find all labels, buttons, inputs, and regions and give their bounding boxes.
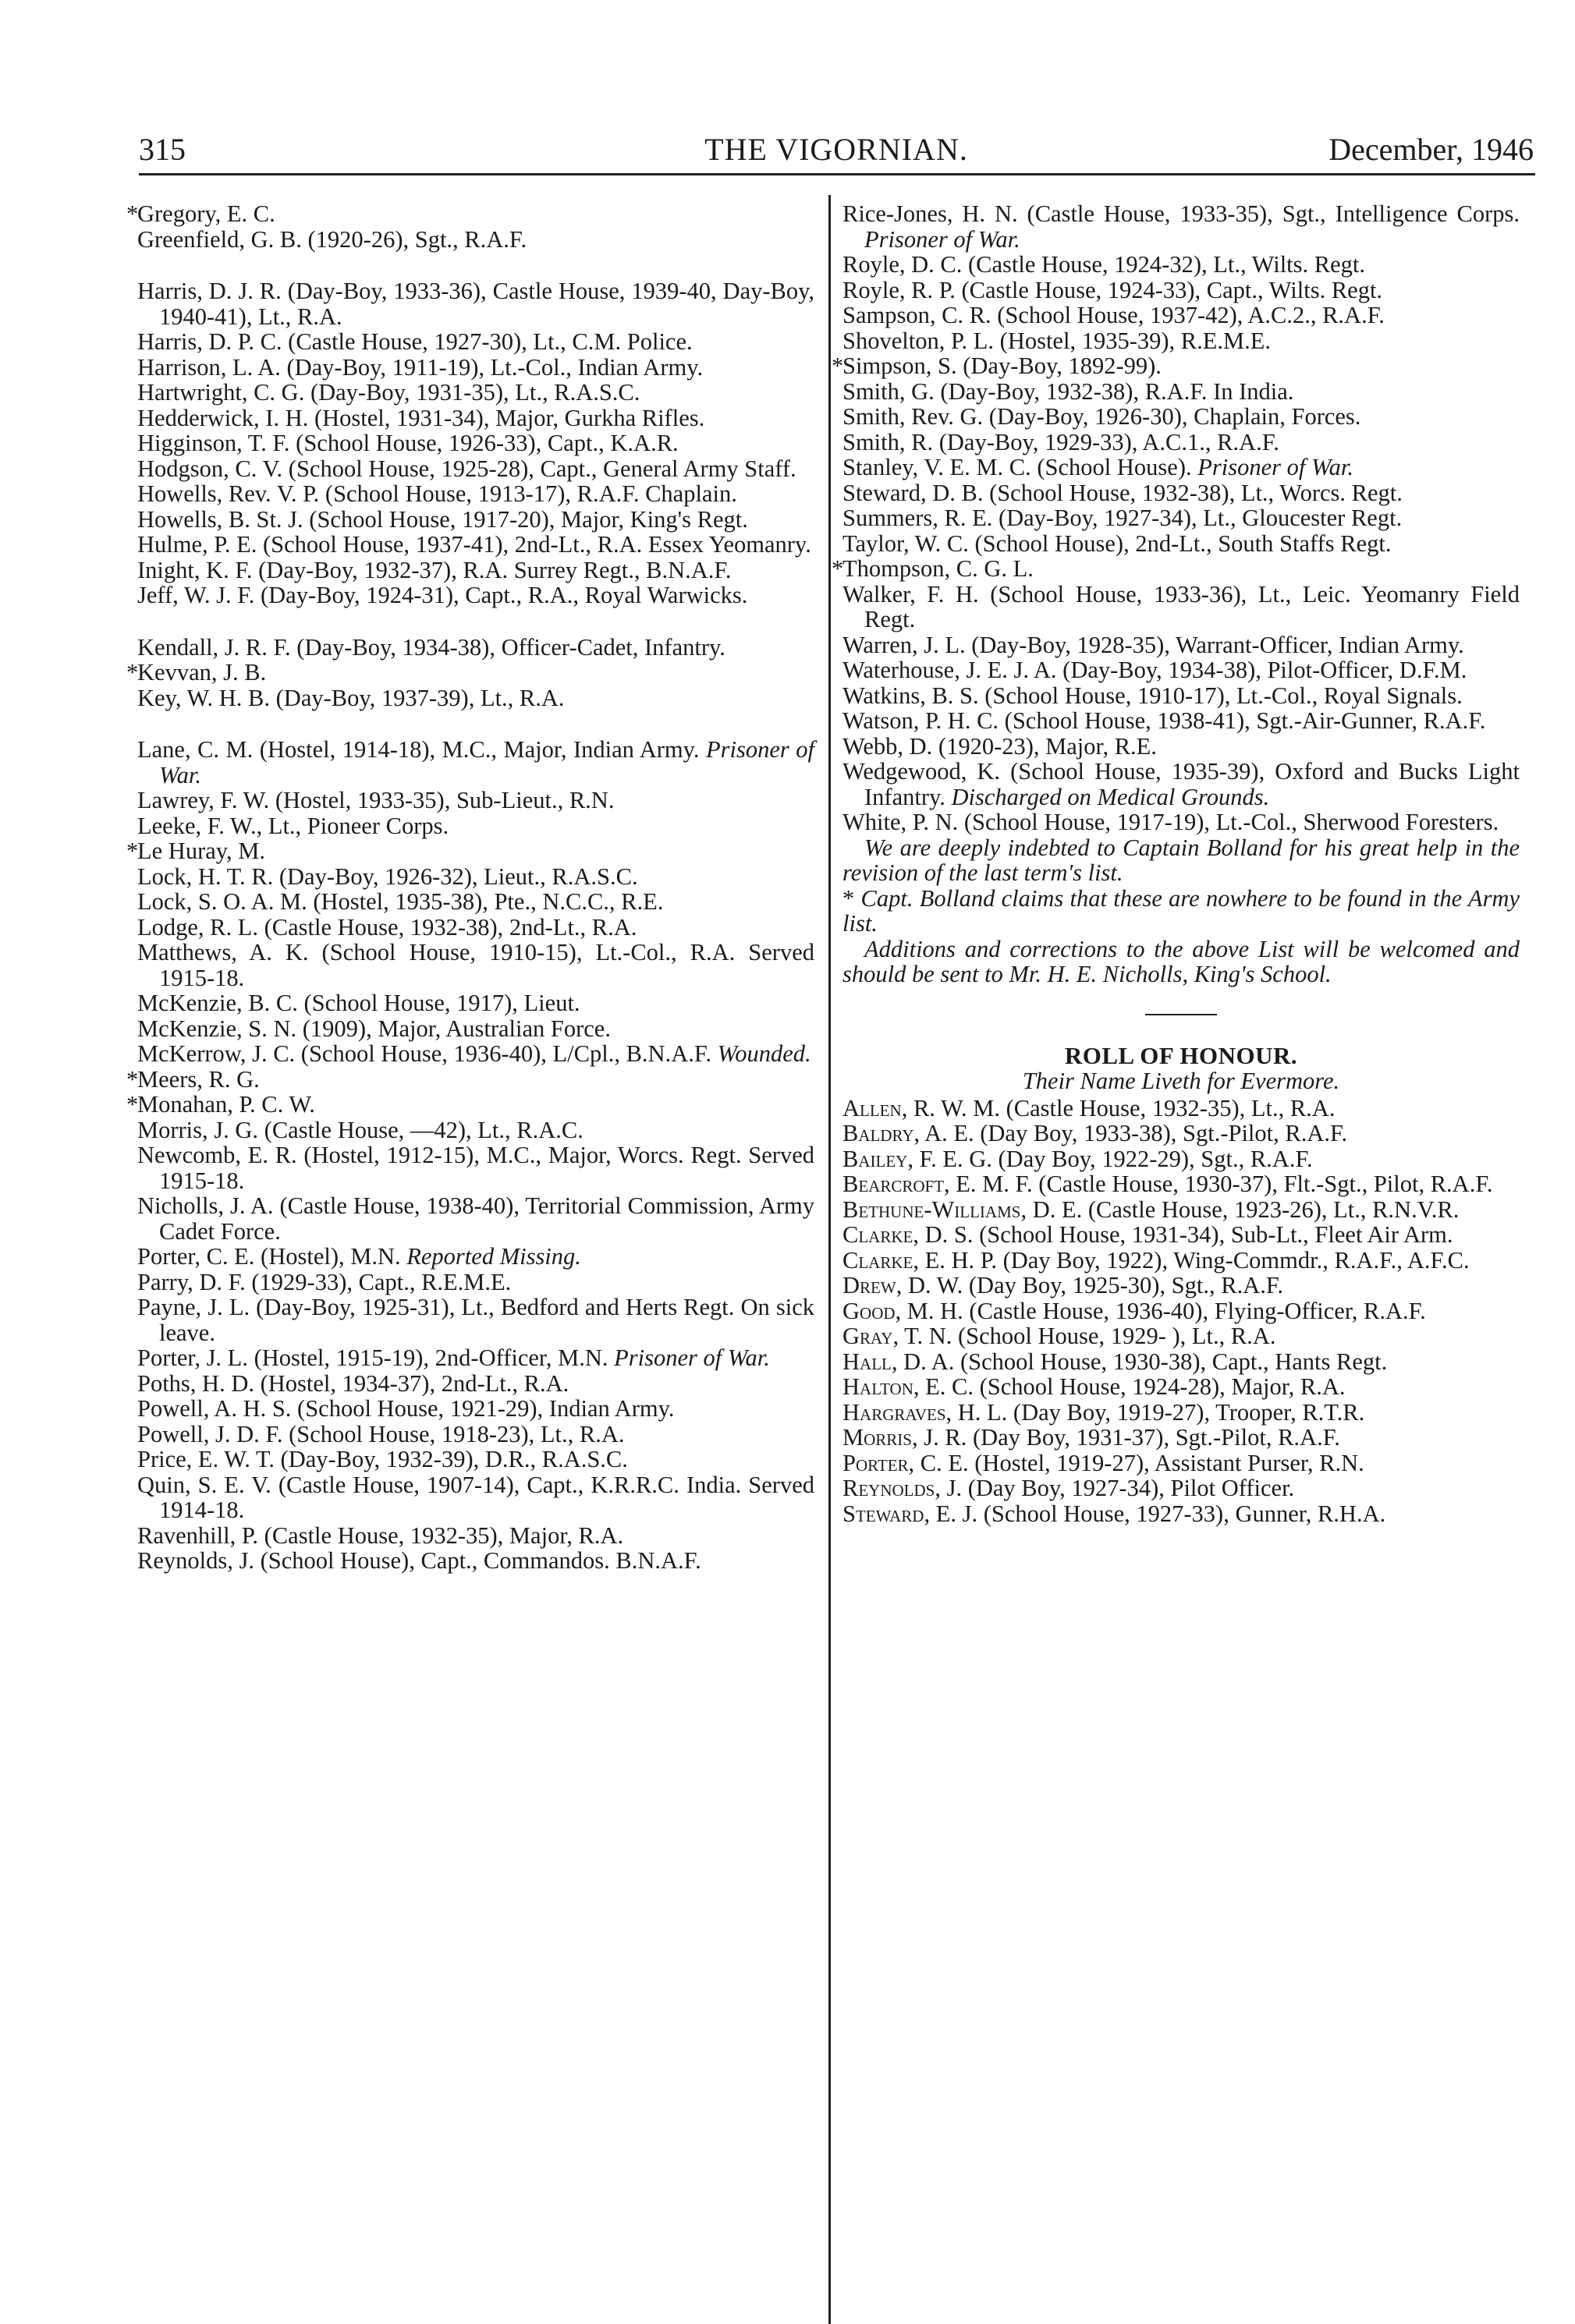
entry-text: Royle, D. C. (Castle House, 1924-32), Lt., Wilts. Regt. [842,251,1366,278]
roster-entry [842,759,1520,810]
entry-text: Thompson, C. G. L. [842,555,1034,582]
entry-text: Howells, Rev. V. P. (School House, 1913-17), R.A.F. Chaplain. [137,480,737,507]
entry-text: Newcomb, E. R. (Hostel, 1912-15), M.C., Major, Worcs. Regt. Served 1915-18. [137,1142,814,1194]
honour-details: , M. H. (Castle House, 1936-40), Flying-Officer, R.A.F. [895,1297,1426,1324]
honour-surname: Hall [842,1348,892,1375]
entry-text: Shovelton, P. L. (Hostel, 1935-39), R.E.M.E. [842,327,1271,354]
honour-entry [842,1476,1520,1501]
roster-entry [137,1396,814,1422]
roster-entry [137,686,814,711]
roster-entry [137,660,814,686]
header-rule [139,173,1535,175]
honour-surname: Steward [842,1500,924,1527]
entry-text: Smith, Rev. G. (Day-Boy, 1926-30), Chaplain, Forces. [842,403,1361,430]
entry-text: Inight, K. F. (Day-Boy, 1932-37), R.A. Surrey Regt., B.N.A.F. [137,556,732,583]
roster-entry [137,481,814,507]
roll-of-honour-subtitle: Their Name Liveth for Evermore. [1022,1068,1340,1094]
notes [842,835,1520,987]
entry-text: Lawrey, F. W. (Hostel, 1933-35), Sub-Lieut., R.N. [137,787,615,813]
honour-details: , T. N. (School House, 1929- ), Lt., R.A. [892,1323,1276,1349]
honour-surname: Clarke [842,1221,913,1248]
editorial-note [842,886,1520,937]
honour-surname: Bailey [842,1145,908,1172]
entry-text: Simpson, S. (Day-Boy, 1892-99). [842,352,1162,379]
roster-entry [137,838,814,864]
entry-text: Lodge, R. L. (Castle House, 1932-38), 2nd-Lt., R.A. [137,913,637,941]
entry-text: Rice-Jones, H. N. (Castle House, 1933-35), Sgt., Intelligence Corps. [842,200,1520,227]
honour-details: , E. M. F. (Castle House, 1930-37), Flt.-Sgt., Pilot, R.A.F. [944,1171,1493,1197]
roster-entry [137,1143,814,1193]
entry-text: Lock, S. O. A. M. (Hostel, 1935-38), Pte., N.C.C., R.E. [137,888,664,915]
honour-entry [842,1171,1520,1197]
column-divider [828,195,831,2324]
entry-text: Kevvan, J. B. [137,659,267,686]
roster-entry [137,1244,814,1270]
entry-text: McKerrow, J. C. (School House, 1936-40), L/Cpl., B.N.A.F. [137,1040,712,1067]
entry-text: Howells, B. St. J. (School House, 1917-20), Major, King's Regt. [137,505,748,533]
roster-entry [842,582,1520,632]
entry-status: Discharged on Medical Grounds. [951,783,1270,810]
entry-text: Sampson, C. R. (School House, 1937-42), A.C.2., R.A.F. [842,302,1385,328]
roster-entry [842,328,1520,354]
entry-text: Walker, F. H. (School House, 1933-36), Lt., Leic. Yeomanry Field Regt. [842,580,1520,632]
roster-entry [842,430,1520,455]
note-text: Additions and corrections to the above List will be welcomed and should be sent to Mr. H. E. Nicholls, King's School. [842,935,1520,987]
roster-entry [137,990,814,1016]
honour-surname: Allen [842,1094,902,1121]
entry-text: Steward, D. B. (School House, 1932-38), Lt., Worcs. Regt. [842,479,1403,506]
entry-text: Watson, P. H. C. (School House, 1938-41), Sgt.-Air-Gunner, R.A.F. [842,707,1486,734]
entry-text: Meers, R. G. [137,1065,260,1093]
honour-details: , E. H. P. (Day Boy, 1922), Wing-Commdr., R.A.F., A.F.C. [913,1246,1470,1274]
roster-entry [137,940,814,990]
editorial-note [842,835,1520,886]
honour-details: , D. E. (Castle House, 1923-26), Lt., R.N.V.R. [1020,1196,1460,1223]
roster-entry [842,556,1520,582]
section-gap [137,608,814,635]
honour-entry [842,1096,1520,1121]
note-text: Capt. Bolland claims that these are nowhere to be found in the Army list. [842,884,1520,937]
roster-entry [137,278,814,329]
roster-entry [842,379,1520,405]
roster-entry [137,788,814,813]
roster-entry [137,813,814,839]
roster-entry [137,1118,814,1143]
roster-entry [842,252,1520,278]
honour-details: , C. E. (Hostel, 1919-27), Assistant Purser, R.N. [908,1449,1364,1476]
entry-text: Hedderwick, I. H. (Hostel, 1931-34), Major, Gurkha Rifles. [137,404,705,431]
entry-text: Warren, J. L. (Day-Boy, 1928-35), Warrant-Officer, Indian Army. [842,631,1464,658]
honour-surname: Clarke [842,1246,913,1274]
entry-text: Smith, G. (Day-Boy, 1932-38), R.A.F. In India. [842,377,1294,405]
roster-entry [137,1447,814,1472]
honour-surname: Halton [842,1373,913,1400]
honour-details: , R. W. M. (Castle House, 1932-35), Lt., R.A. [901,1094,1336,1121]
entry-status: Prisoner of War. [1197,454,1353,480]
roster-entry [137,737,814,788]
roster-entry [137,1092,814,1118]
entry-status: Prisoner of War. [159,736,814,788]
roster-entry [137,889,814,915]
entry-text: Hulme, P. E. (School House, 1937-41), 2nd-Lt., R.A. Essex Yeomanry. [137,531,811,558]
roster-entry [137,864,814,890]
roster-entry [842,531,1520,557]
roster-entry [137,1345,814,1371]
roster-entry [137,201,814,227]
honour-details: , E. C. (School House, 1924-28), Major, R.A. [913,1373,1346,1400]
roster-entry [137,227,814,253]
roster-entry [137,355,814,381]
entry-status: Prisoner of War. [614,1344,770,1371]
honour-entry [842,1400,1520,1426]
roster-entry [842,353,1520,379]
roster-entry [842,657,1520,683]
section-gap [137,252,814,278]
entry-status: Wounded. [717,1040,811,1067]
roster-entry [137,406,814,431]
entry-text: Powell, A. H. S. (School House, 1921-29), Indian Army. [137,1395,675,1422]
entry-text: Harris, D. J. R. (Day-Boy, 1933-36), Castle House, 1939-40, Day-Boy, 1940-41), Lt., R.A. [137,278,814,330]
entry-text: Watkins, B. S. (School House, 1910-17), Lt.-Col., Royal Signals. [842,682,1463,709]
entry-text: Reynolds, J. (School House), Capt., Commandos. B.N.A.F. [137,1547,701,1574]
honour-entry [842,1425,1520,1451]
roster-entry [842,810,1520,835]
roster-entry [842,201,1520,252]
roster-entry [137,380,814,406]
entry-text: Monahan, P. C. W. [137,1091,315,1118]
honour-entry [842,1323,1520,1349]
roster-entry [137,456,814,482]
honour-details: , D. A. (School House, 1930-38), Capt., Hants Regt. [891,1348,1388,1375]
editorial-note [842,937,1520,987]
honour-surname: Good [842,1297,896,1324]
honour-surname: Hargraves [842,1398,946,1426]
entry-text: Hartwright, C. G. (Day-Boy, 1931-35), Lt., R.A.S.C. [137,379,640,406]
entry-text: Kendall, J. R. F. (Day-Boy, 1934-38), Officer-Cadet, Infantry. [137,633,725,661]
roster-entry [842,480,1520,506]
roster-entry [842,278,1520,303]
right-column [842,201,1520,1526]
entry-text: Wedgewood, K. (School House, 1935-39), Oxford and Bucks Light Infantry. [842,758,1520,810]
roster-entry [842,708,1520,734]
honour-entry [842,1121,1520,1146]
entry-text: Taylor, W. C. (School House), 2nd-Lt., South Staffs Regt. [842,530,1392,557]
roster-entry [137,430,814,456]
entry-text: Porter, C. E. (Hostel), M.N. [137,1243,401,1270]
entry-text: Hodgson, C. V. (School House, 1925-28), Capt., General Army Staff. [137,455,796,482]
right-column-entries [842,201,1520,835]
honour-details: , A. E. (Day Boy, 1933-38), Sgt.-Pilot, R.A.F. [913,1120,1348,1146]
roster-entry [137,1548,814,1574]
entry-text: Price, E. W. T. (Day-Boy, 1932-39), D.R., R.A.S.C. [137,1446,628,1472]
roster-entry [137,507,814,533]
left-column [137,201,814,1574]
entry-text: Porter, J. L. (Hostel, 1915-19), 2nd-Officer, M.N. [137,1344,608,1371]
honour-details: , D. W. (Day Boy, 1925-30), Sgt., R.A.F. [896,1272,1283,1298]
entry-text: Stanley, V. E. M. C. (School House). [842,454,1192,480]
entry-status: Reported Missing. [406,1243,581,1270]
honour-entry [842,1501,1520,1527]
roster-entry [137,1371,814,1397]
entry-text: Harris, D. P. C. (Castle House, 1927-30), Lt., C.M. Police. [137,328,693,355]
honour-entry [842,1197,1520,1223]
entry-text: Webb, D. (1920-23), Major, R.E. [842,732,1157,760]
honour-details: , E. J. (School House, 1927-33), Gunner, R.H.A. [924,1500,1386,1527]
honour-surname: Reynolds [842,1475,935,1501]
honour-surname: Gray [842,1323,893,1349]
entry-text: Nicholls, J. A. (Castle House, 1938-40), Territorial Commission, Army Cadet Force. [137,1192,814,1245]
honour-details: , J. R. (Day Boy, 1931-37), Sgt.-Pilot, R.A.F. [911,1424,1340,1451]
honour-entry [842,1248,1520,1274]
entry-text: Waterhouse, J. E. J. A. (Day-Boy, 1934-38), Pilot-Officer, D.F.M. [842,657,1467,683]
entry-text: Parry, D. F. (1929-33), Capt., R.E.M.E. [137,1268,512,1295]
honour-entry [842,1222,1520,1248]
entry-text: Greenfield, G. B. (1920-26), Sgt., R.A.F. [137,225,527,253]
entry-text: White, P. N. (School House, 1917-19), Lt.-Col., Sherwood Foresters. [842,809,1499,835]
roster-entry [137,1193,814,1244]
honour-entry [842,1273,1520,1298]
entry-text: Poths, H. D. (Hostel, 1934-37), 2nd-Lt., R.A. [137,1369,569,1397]
roster-entry [137,1067,814,1093]
publication-title: THE VIGORNIAN. [704,132,968,167]
honour-details: , F. E. G. (Day Boy, 1922-29), Sgt., R.A.F. [907,1145,1313,1172]
roster-entry [137,1041,814,1067]
honour-surname: Drew [842,1272,896,1298]
honour-surname: Porter [842,1449,909,1476]
page-number: 315 [139,132,186,167]
entry-text: Harrison, L. A. (Day-Boy, 1911-19), Lt.-Col., Indian Army. [137,353,704,381]
roster-entry [137,1295,814,1345]
entry-text: Le Huray, M. [137,838,266,864]
roster-entry [137,1523,814,1549]
entry-text: Payne, J. L. (Day-Boy, 1925-31), Lt., Bedford and Herts Regt. On sick leave. [137,1294,814,1346]
entry-text: Powell, J. D. F. (School House, 1918-23), Lt., R.A. [137,1420,625,1447]
honour-surname: Bearcroft [842,1171,945,1197]
roster-entry [842,734,1520,760]
entry-text: Higginson, T. F. (School House, 1926-33), Capt., K.A.R. [137,430,679,456]
roster-entry [842,683,1520,709]
entry-text: Morris, J. G. (Castle House, —42), Lt., R.A.C. [137,1116,584,1143]
entry-text: McKenzie, S. N. (1909), Major, Australian Force. [137,1015,611,1042]
roster-entry [137,1016,814,1042]
roster-entry [842,505,1520,531]
honour-surname: Baldry [842,1120,914,1146]
honour-details: , J. (Day Boy, 1927-34), Pilot Officer. [935,1475,1295,1501]
honour-details: , D. S. (School House, 1931-34), Sub-Lt., Fleet Air Arm. [913,1221,1453,1248]
roll-of-honour-list [842,1096,1520,1527]
roster-entry [137,915,814,941]
note-text: We are deeply indebted to Captain Bolland for his great help in the revision of the last term's list. [842,834,1520,886]
section-divider [1145,1014,1217,1015]
entry-text: Ravenhill, P. (Castle House, 1932-35), Major, R.A. [137,1522,624,1549]
entry-text: Jeff, W. J. F. (Day-Boy, 1924-31), Capt., R.A., Royal Warwicks. [137,582,748,608]
roster-entry [137,635,814,661]
roster-entry [137,532,814,558]
entry-text: Gregory, E. C. [137,200,275,227]
roster-entry [137,329,814,355]
entry-text: Matthews, A. K. (School House, 1910-15), Lt.-Col., R.A. Served 1915-18. [137,939,814,991]
entry-text: Lock, H. T. R. (Day-Boy, 1926-32), Lieut., R.A.S.C. [137,863,638,890]
entry-text: Smith, R. (Day-Boy, 1929-33), A.C.1., R.A.F. [842,428,1279,455]
entry-text: Lane, C. M. (Hostel, 1914-18), M.C., Major, Indian Army. [137,736,700,763]
honour-entry [842,1298,1520,1324]
entry-text: McKenzie, B. C. (School House, 1917), Lieut. [137,990,580,1016]
roster-entry [842,404,1520,430]
roster-entry [842,455,1520,480]
roll-of-honour-title: ROLL OF HONOUR. [1064,1041,1298,1069]
honour-entry [842,1349,1520,1375]
honour-entry [842,1146,1520,1172]
roster-entry [842,303,1520,328]
entry-text: Key, W. H. B. (Day-Boy, 1937-39), Lt., R.A. [137,684,565,711]
entry-text: Summers, R. E. (Day-Boy, 1927-34), Lt., Gloucester Regt. [842,505,1403,531]
roster-entry [137,558,814,583]
honour-details: , H. L. (Day Boy, 1919-27), Trooper, R.T.R. [945,1398,1365,1426]
section-gap [137,710,814,737]
roster-entry [842,632,1520,658]
issue-date: December, 1946 [1328,132,1534,167]
entry-status: Prisoner of War. [864,225,1020,253]
roster-entry [137,1270,814,1295]
honour-surname: Morris [842,1424,912,1451]
entry-text: Leeke, F. W., Lt., Pioneer Corps. [137,812,449,839]
honour-surname: Bethune-Williams [842,1196,1021,1223]
honour-entry [842,1451,1520,1476]
entry-text: Royle, R. P. (Castle House, 1924-33), Capt., Wilts. Regt. [842,276,1383,303]
roster-entry [137,583,814,608]
honour-entry [842,1374,1520,1400]
entry-text: Quin, S. E. V. (Castle House, 1907-14), Capt., K.R.R.C. India. Served 1914-18. [137,1471,814,1523]
roster-entry [137,1422,814,1447]
roster-entry [137,1472,814,1523]
page-header [139,131,1534,175]
